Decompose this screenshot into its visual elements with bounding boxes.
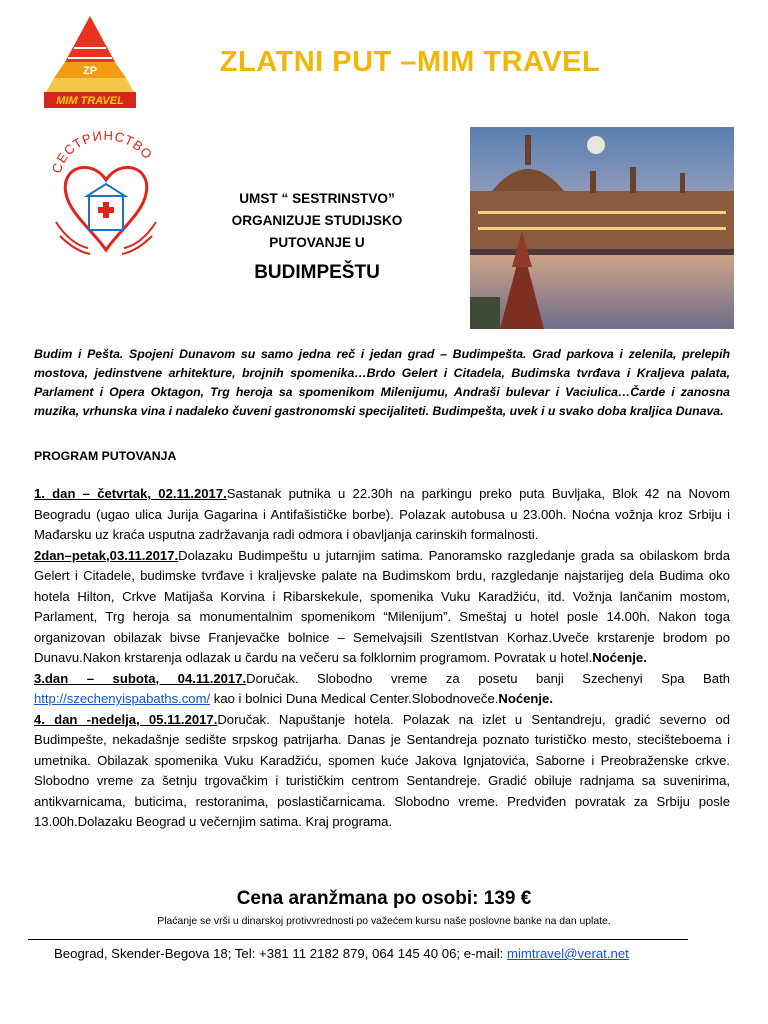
budapest-parliament-photo <box>470 127 734 329</box>
logo-monogram: ZP <box>82 65 98 77</box>
program-day-1 <box>34 484 730 546</box>
intro-paragraph: Budim i Pešta. Spojeni Dunavom su samo jedna reč i jedan grad – Budimpešta. Grad parkova i zelenila, prelepih mostova, jedinstvene arhitekture, brojnih spomenika…Brdo Gelert i Citadela, Budimska tvrđava i Kraljeva palata, Parlament i Opera Oktagon, Trg heroja sa spomenikom Milenijumu, Andraši bulevar i Vaciulica…Čarde i zanosna muzika, vrhunska vina i nadaleko čuveni gastronomski specijaliteti. Budimpešta, uvek i u svako doba kraljica Dunava. <box>34 347 730 418</box>
day-3-text: Doručak. Slobodno vreme za posetu banji Szechenyi Spa Bath <box>246 670 730 686</box>
price-label: Cena aranžmana po osobi: 139 € <box>236 888 532 909</box>
headline <box>200 188 434 284</box>
price-note: Plaćanje se vrši u dinarskoj protivvrednosti po važećem kursu naše poslovne banke na dan uplate. <box>157 916 611 927</box>
headline-line-3: PUTOVANJE U <box>269 235 365 250</box>
day-4-heading: 4. dan -nedelja, 05.11.2017. <box>34 711 218 727</box>
left-hand-icon <box>56 222 88 248</box>
headline-destination: BUDIMPEŠTU <box>254 262 380 283</box>
headline-line-1: UMST “ SESTRINSTVO” <box>239 191 395 206</box>
page-title: ZLATNI PUT –MIM TRAVEL <box>219 46 601 78</box>
footer-contact <box>54 946 629 961</box>
program-day-4 <box>34 710 730 833</box>
day-1-text: Sastanak putnika u 22.30h na parkingu preko puta Buvljaka, Blok 42 na Novom Beogradu (ugao ulica Jurija Gagarina i Antifašističke borbe). Polazak autobusa u 23.00h. Noćna vožnja kroz Srbiju i Mađarsku uz kraća usputna zadržavanja radi odmora i obavljanja carinskih formalnosti. <box>34 486 730 542</box>
logo-caption: MIM TRAVEL <box>56 95 124 107</box>
spa-website-link[interactable]: http://szechenyispabaths.com/ <box>34 691 211 706</box>
footer-divider <box>28 939 688 940</box>
footer-email-link[interactable]: mimtravel@verat.net <box>506 946 629 961</box>
day-2-heading: 2dan–petak,03.11.2017. <box>34 547 179 563</box>
day-3-end: Noćenje. <box>498 691 553 706</box>
program-heading: PROGRAM PUTOVANJA <box>34 449 177 463</box>
sestrinstvo-logo <box>42 128 170 264</box>
parliament-building <box>470 191 734 249</box>
program-day-3 <box>34 669 730 710</box>
hot-air-balloon <box>587 136 605 154</box>
day-4-text: Doručak. Napuštanje hotela. Polazak na izlet u Sentandreju, gradić severno od Budimpešte, nekadašnje sedište srpskog patrijarha. Danas je Sentandreja poznato turističko mesto, stecišteboema i umetnika. Obilazak spomenika Vuku Karadžiću, spomen kuće Jakova Ignjatovića, Saborne i Preobraženske crkve. Slobodno vreme za šetnju trgovačkim i turističkim centrom Sentandreje. Gradić obiluje radnjama sa suvenirima, antikvarnicama, buticima, restoranima, poslastičarnicama. Slobodno vreme. Predviđen povratak za Srbiju posle 13.00h.Dolazaku Beograd u večernjim satima. Kraj programa. <box>34 711 730 829</box>
program-body <box>34 484 730 833</box>
day-2-text: Dolazaku Budimpeštu u jutarnjim satima. Panoramsko razgledanje grada sa obilaskom brda Gelert i Citadele, budimske tvrđave i kraljevske palate na Budimskom brdu, razgledanje najstarijeg dela Budima oko hotela Hilton, Crkve Matijaša Korvina i Ribarskekule, spomenika Vuku Karadžiću, itd. Vožnja lančanim mostom, Parlament, Trg heroja sa monumentalnim spomenikom “Milenijum”. Smeštaj u hotel posle 14.00h. Nakon toga organizovan obilazak bivse Franjevačke bolnice – Semelvajsili SzentIstvan Korhaz.Uveče krstarenje brodom po Dunavu.Nakon krstarenja odlazak u čardu na večeru sa folklornim programom. Povratak u hotel. <box>34 547 730 665</box>
footer-address: Beograd, Skender-Begova 18; Tel: +381 11 2182 879, 064 145 40 06; e-mail: <box>54 946 507 961</box>
logo-triangle-top <box>65 16 115 62</box>
day-2-end: Noćenje. <box>592 650 647 665</box>
zp-mim-travel-logo <box>34 12 146 112</box>
sestrinstvo-arc-text: СЕСТРИНСТВО <box>48 128 156 175</box>
headline-line-2: ORGANIZUJE STUDIJSKO <box>231 213 403 228</box>
program-day-2 <box>34 546 730 669</box>
day-3-text-2: kao i bolnici Duna Medical Center.Slobodnoveče. <box>210 691 499 706</box>
day-1-heading: 1. dan – četvrtak, 02.11.2017. <box>34 486 227 501</box>
logo-triangle-low <box>46 78 134 92</box>
right-hand-icon <box>124 222 156 248</box>
day-3-heading: 3.dan – subota, 04.11.2017. <box>34 670 247 686</box>
